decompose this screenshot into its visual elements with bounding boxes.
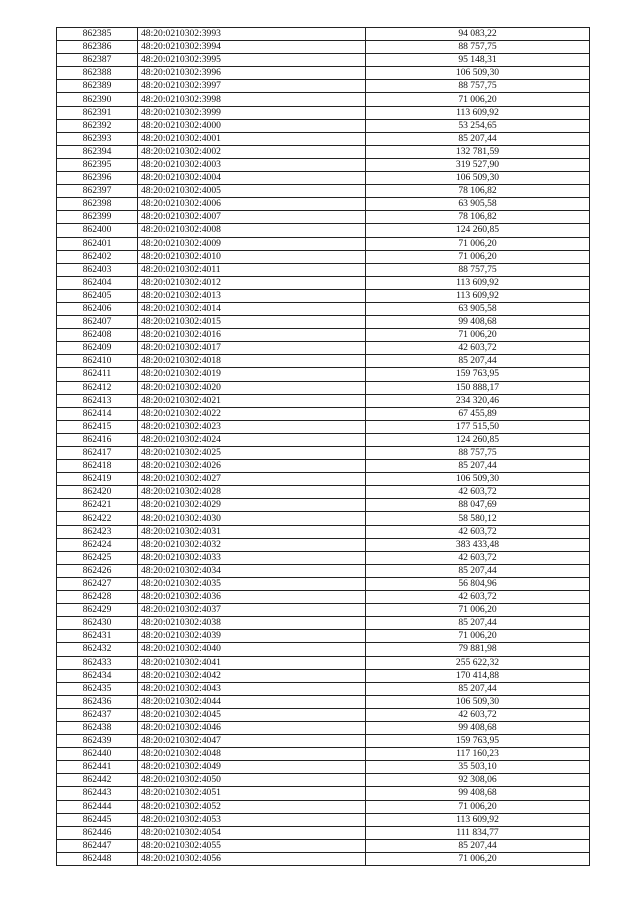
cadastral-number-cell: 48:20:0210302:4047: [138, 735, 366, 748]
record-number-cell: 862391: [57, 106, 138, 119]
cadastral-number-cell: 48:20:0210302:4023: [138, 420, 366, 433]
value-cell: 113 609,92: [366, 289, 590, 302]
table-row: [57, 342, 590, 355]
table-row: [57, 708, 590, 721]
cadastral-number-cell: 48:20:0210302:4019: [138, 368, 366, 381]
cadastral-number-cell: 48:20:0210302:4006: [138, 198, 366, 211]
record-number-cell: 862410: [57, 355, 138, 368]
table-row: [57, 106, 590, 119]
value-cell: 63 905,58: [366, 302, 590, 315]
cadastral-number-cell: 48:20:0210302:4039: [138, 630, 366, 643]
cadastral-number-cell: 48:20:0210302:4011: [138, 263, 366, 276]
record-number-cell: 862394: [57, 145, 138, 158]
record-number-cell: 862442: [57, 774, 138, 787]
table-row: [57, 67, 590, 80]
table-row: [57, 473, 590, 486]
table-row: [57, 669, 590, 682]
table-row: [57, 289, 590, 302]
table-row: [57, 433, 590, 446]
cadastral-number-cell: 48:20:0210302:3994: [138, 41, 366, 54]
value-cell: 71 006,20: [366, 852, 590, 865]
table-row: [57, 604, 590, 617]
value-cell: 88 757,75: [366, 80, 590, 93]
value-cell: 53 254,65: [366, 119, 590, 132]
value-cell: 71 006,20: [366, 329, 590, 342]
table-row: [57, 158, 590, 171]
value-cell: 67 455,89: [366, 407, 590, 420]
data-table: [56, 27, 590, 866]
cadastral-number-cell: 48:20:0210302:4009: [138, 237, 366, 250]
cadastral-number-cell: 48:20:0210302:4012: [138, 276, 366, 289]
record-number-cell: 862420: [57, 486, 138, 499]
cadastral-number-cell: 48:20:0210302:4042: [138, 669, 366, 682]
record-number-cell: 862441: [57, 761, 138, 774]
record-number-cell: 862416: [57, 433, 138, 446]
record-number-cell: 862402: [57, 250, 138, 263]
cadastral-number-cell: 48:20:0210302:4055: [138, 839, 366, 852]
value-cell: 106 509,30: [366, 172, 590, 185]
table-row: [57, 551, 590, 564]
record-number-cell: 862443: [57, 787, 138, 800]
cadastral-number-cell: 48:20:0210302:4015: [138, 316, 366, 329]
value-cell: 42 603,72: [366, 551, 590, 564]
value-cell: 88 757,75: [366, 263, 590, 276]
record-number-cell: 862428: [57, 591, 138, 604]
cadastral-number-cell: 48:20:0210302:4033: [138, 551, 366, 564]
table-row: [57, 119, 590, 132]
table-row: [57, 407, 590, 420]
value-cell: 383 433,48: [366, 538, 590, 551]
value-cell: 159 763,95: [366, 368, 590, 381]
cadastral-number-cell: 48:20:0210302:4045: [138, 708, 366, 721]
record-number-cell: 862422: [57, 512, 138, 525]
cadastral-number-cell: 48:20:0210302:4053: [138, 813, 366, 826]
table-row: [57, 826, 590, 839]
table-row: [57, 695, 590, 708]
cadastral-number-cell: 48:20:0210302:4020: [138, 381, 366, 394]
record-number-cell: 862431: [57, 630, 138, 643]
table-row: [57, 329, 590, 342]
cadastral-number-cell: 48:20:0210302:3997: [138, 80, 366, 93]
value-cell: 85 207,44: [366, 355, 590, 368]
cadastral-number-cell: 48:20:0210302:4041: [138, 656, 366, 669]
table-row: [57, 145, 590, 158]
table-row: [57, 656, 590, 669]
record-number-cell: 862434: [57, 669, 138, 682]
cadastral-number-cell: 48:20:0210302:4002: [138, 145, 366, 158]
value-cell: 42 603,72: [366, 708, 590, 721]
table-row: [57, 237, 590, 250]
record-number-cell: 862432: [57, 643, 138, 656]
cadastral-number-cell: 48:20:0210302:4040: [138, 643, 366, 656]
table-row: [57, 54, 590, 67]
record-number-cell: 862401: [57, 237, 138, 250]
cadastral-number-cell: 48:20:0210302:4022: [138, 407, 366, 420]
cadastral-number-cell: 48:20:0210302:3996: [138, 67, 366, 80]
record-number-cell: 862389: [57, 80, 138, 93]
record-number-cell: 862406: [57, 302, 138, 315]
cadastral-number-cell: 48:20:0210302:4029: [138, 499, 366, 512]
record-number-cell: 862405: [57, 289, 138, 302]
table-row: [57, 512, 590, 525]
table-row: [57, 41, 590, 54]
table-row: [57, 185, 590, 198]
value-cell: 85 207,44: [366, 682, 590, 695]
table-row: [57, 198, 590, 211]
record-number-cell: 862388: [57, 67, 138, 80]
record-number-cell: 862392: [57, 119, 138, 132]
record-number-cell: 862433: [57, 656, 138, 669]
record-number-cell: 862390: [57, 93, 138, 106]
value-cell: 106 509,30: [366, 473, 590, 486]
cadastral-number-cell: 48:20:0210302:4000: [138, 119, 366, 132]
cadastral-number-cell: 48:20:0210302:4032: [138, 538, 366, 551]
record-number-cell: 862435: [57, 682, 138, 695]
value-cell: 42 603,72: [366, 525, 590, 538]
value-cell: 79 881,98: [366, 643, 590, 656]
table-row: [57, 499, 590, 512]
record-number-cell: 862423: [57, 525, 138, 538]
table-row: [57, 748, 590, 761]
table-body: [57, 28, 590, 866]
record-number-cell: 862430: [57, 617, 138, 630]
cadastral-number-cell: 48:20:0210302:4005: [138, 185, 366, 198]
value-cell: 177 515,50: [366, 420, 590, 433]
cadastral-number-cell: 48:20:0210302:4001: [138, 132, 366, 145]
value-cell: 71 006,20: [366, 237, 590, 250]
cadastral-number-cell: 48:20:0210302:3998: [138, 93, 366, 106]
cadastral-number-cell: 48:20:0210302:4051: [138, 787, 366, 800]
table-row: [57, 643, 590, 656]
cadastral-number-cell: 48:20:0210302:4025: [138, 447, 366, 460]
record-number-cell: 862396: [57, 172, 138, 185]
record-number-cell: 862426: [57, 564, 138, 577]
table-row: [57, 381, 590, 394]
value-cell: 85 207,44: [366, 132, 590, 145]
value-cell: 94 083,22: [366, 28, 590, 41]
record-number-cell: 862429: [57, 604, 138, 617]
cadastral-number-cell: 48:20:0210302:3993: [138, 28, 366, 41]
value-cell: 170 414,88: [366, 669, 590, 682]
value-cell: 132 781,59: [366, 145, 590, 158]
record-number-cell: 862448: [57, 852, 138, 865]
table-row: [57, 420, 590, 433]
cadastral-number-cell: 48:20:0210302:4010: [138, 250, 366, 263]
value-cell: 124 260,85: [366, 224, 590, 237]
value-cell: 88 047,69: [366, 499, 590, 512]
table-row: [57, 276, 590, 289]
value-cell: 42 603,72: [366, 591, 590, 604]
cadastral-number-cell: 48:20:0210302:4035: [138, 577, 366, 590]
cadastral-number-cell: 48:20:0210302:4028: [138, 486, 366, 499]
record-number-cell: 862418: [57, 460, 138, 473]
table-row: [57, 813, 590, 826]
table-row: [57, 132, 590, 145]
cadastral-number-cell: 48:20:0210302:4043: [138, 682, 366, 695]
table-row: [57, 172, 590, 185]
record-number-cell: 862385: [57, 28, 138, 41]
table-row: [57, 721, 590, 734]
record-number-cell: 862408: [57, 329, 138, 342]
value-cell: 159 763,95: [366, 735, 590, 748]
table-row: [57, 302, 590, 315]
cadastral-number-cell: 48:20:0210302:4030: [138, 512, 366, 525]
value-cell: 42 603,72: [366, 342, 590, 355]
table-row: [57, 460, 590, 473]
value-cell: 88 757,75: [366, 41, 590, 54]
record-number-cell: 862437: [57, 708, 138, 721]
value-cell: 106 509,30: [366, 695, 590, 708]
table-row: [57, 80, 590, 93]
table-row: [57, 486, 590, 499]
value-cell: 95 148,31: [366, 54, 590, 67]
table-row: [57, 28, 590, 41]
value-cell: 63 905,58: [366, 198, 590, 211]
value-cell: 78 106,82: [366, 185, 590, 198]
table-row: [57, 447, 590, 460]
record-number-cell: 862398: [57, 198, 138, 211]
record-number-cell: 862393: [57, 132, 138, 145]
record-number-cell: 862404: [57, 276, 138, 289]
value-cell: 78 106,82: [366, 211, 590, 224]
cadastral-number-cell: 48:20:0210302:4013: [138, 289, 366, 302]
cadastral-number-cell: 48:20:0210302:4050: [138, 774, 366, 787]
value-cell: 99 408,68: [366, 316, 590, 329]
table-row: [57, 800, 590, 813]
cadastral-number-cell: 48:20:0210302:4026: [138, 460, 366, 473]
table-row: [57, 682, 590, 695]
table-row: [57, 577, 590, 590]
record-number-cell: 862419: [57, 473, 138, 486]
cadastral-number-cell: 48:20:0210302:4034: [138, 564, 366, 577]
record-number-cell: 862411: [57, 368, 138, 381]
cadastral-number-cell: 48:20:0210302:3999: [138, 106, 366, 119]
table-row: [57, 368, 590, 381]
record-number-cell: 862415: [57, 420, 138, 433]
record-number-cell: 862427: [57, 577, 138, 590]
table-row: [57, 591, 590, 604]
table-row: [57, 93, 590, 106]
record-number-cell: 862403: [57, 263, 138, 276]
value-cell: 124 260,85: [366, 433, 590, 446]
cadastral-number-cell: 48:20:0210302:4046: [138, 721, 366, 734]
cadastral-number-cell: 48:20:0210302:4008: [138, 224, 366, 237]
value-cell: 99 408,68: [366, 721, 590, 734]
cadastral-number-cell: 48:20:0210302:4044: [138, 695, 366, 708]
cadastral-number-cell: 48:20:0210302:4054: [138, 826, 366, 839]
table-row: [57, 250, 590, 263]
value-cell: 111 834,77: [366, 826, 590, 839]
cadastral-number-cell: 48:20:0210302:4056: [138, 852, 366, 865]
value-cell: 85 207,44: [366, 839, 590, 852]
table-row: [57, 538, 590, 551]
value-cell: 71 006,20: [366, 93, 590, 106]
cadastral-number-cell: 48:20:0210302:4027: [138, 473, 366, 486]
table-row: [57, 211, 590, 224]
value-cell: 56 804,96: [366, 577, 590, 590]
record-number-cell: 862397: [57, 185, 138, 198]
value-cell: 71 006,20: [366, 604, 590, 617]
value-cell: 85 207,44: [366, 617, 590, 630]
record-number-cell: 862413: [57, 394, 138, 407]
table-row: [57, 263, 590, 276]
cadastral-number-cell: 48:20:0210302:4031: [138, 525, 366, 538]
value-cell: 113 609,92: [366, 813, 590, 826]
cadastral-number-cell: 48:20:0210302:4003: [138, 158, 366, 171]
cadastral-number-cell: 48:20:0210302:4036: [138, 591, 366, 604]
record-number-cell: 862399: [57, 211, 138, 224]
value-cell: 319 527,90: [366, 158, 590, 171]
value-cell: 117 160,23: [366, 748, 590, 761]
value-cell: 150 888,17: [366, 381, 590, 394]
cadastral-number-cell: 48:20:0210302:4004: [138, 172, 366, 185]
table-row: [57, 355, 590, 368]
table-row: [57, 224, 590, 237]
cadastral-number-cell: 48:20:0210302:4007: [138, 211, 366, 224]
record-number-cell: 862407: [57, 316, 138, 329]
record-number-cell: 862414: [57, 407, 138, 420]
record-number-cell: 862387: [57, 54, 138, 67]
record-number-cell: 862446: [57, 826, 138, 839]
value-cell: 113 609,92: [366, 106, 590, 119]
cadastral-number-cell: 48:20:0210302:4038: [138, 617, 366, 630]
value-cell: 88 757,75: [366, 447, 590, 460]
cadastral-number-cell: 48:20:0210302:4021: [138, 394, 366, 407]
cadastral-number-cell: 48:20:0210302:4024: [138, 433, 366, 446]
table-row: [57, 617, 590, 630]
record-number-cell: 862447: [57, 839, 138, 852]
table-row: [57, 839, 590, 852]
value-cell: 92 308,06: [366, 774, 590, 787]
value-cell: 85 207,44: [366, 564, 590, 577]
record-number-cell: 862421: [57, 499, 138, 512]
record-number-cell: 862424: [57, 538, 138, 551]
value-cell: 113 609,92: [366, 276, 590, 289]
value-cell: 71 006,20: [366, 800, 590, 813]
record-number-cell: 862436: [57, 695, 138, 708]
value-cell: 99 408,68: [366, 787, 590, 800]
record-number-cell: 862445: [57, 813, 138, 826]
table-row: [57, 761, 590, 774]
table-row: [57, 525, 590, 538]
record-number-cell: 862438: [57, 721, 138, 734]
value-cell: 106 509,30: [366, 67, 590, 80]
record-number-cell: 862395: [57, 158, 138, 171]
value-cell: 71 006,20: [366, 250, 590, 263]
record-number-cell: 862400: [57, 224, 138, 237]
value-cell: 255 622,32: [366, 656, 590, 669]
record-number-cell: 862440: [57, 748, 138, 761]
value-cell: 35 503,10: [366, 761, 590, 774]
cadastral-number-cell: 48:20:0210302:3995: [138, 54, 366, 67]
cadastral-number-cell: 48:20:0210302:4017: [138, 342, 366, 355]
value-cell: 42 603,72: [366, 486, 590, 499]
record-number-cell: 862444: [57, 800, 138, 813]
table-row: [57, 787, 590, 800]
record-number-cell: 862386: [57, 41, 138, 54]
value-cell: 71 006,20: [366, 630, 590, 643]
cadastral-number-cell: 48:20:0210302:4048: [138, 748, 366, 761]
table-row: [57, 852, 590, 865]
record-number-cell: 862439: [57, 735, 138, 748]
value-cell: 58 580,12: [366, 512, 590, 525]
record-number-cell: 862417: [57, 447, 138, 460]
cadastral-number-cell: 48:20:0210302:4037: [138, 604, 366, 617]
table-row: [57, 630, 590, 643]
cadastral-number-cell: 48:20:0210302:4014: [138, 302, 366, 315]
cadastral-number-cell: 48:20:0210302:4018: [138, 355, 366, 368]
table-row: [57, 394, 590, 407]
record-number-cell: 862425: [57, 551, 138, 564]
table-row: [57, 564, 590, 577]
cadastral-number-cell: 48:20:0210302:4052: [138, 800, 366, 813]
table-row: [57, 774, 590, 787]
table-row: [57, 316, 590, 329]
cadastral-number-cell: 48:20:0210302:4016: [138, 329, 366, 342]
cadastral-number-cell: 48:20:0210302:4049: [138, 761, 366, 774]
record-number-cell: 862409: [57, 342, 138, 355]
value-cell: 85 207,44: [366, 460, 590, 473]
value-cell: 234 320,46: [366, 394, 590, 407]
record-number-cell: 862412: [57, 381, 138, 394]
table-row: [57, 735, 590, 748]
